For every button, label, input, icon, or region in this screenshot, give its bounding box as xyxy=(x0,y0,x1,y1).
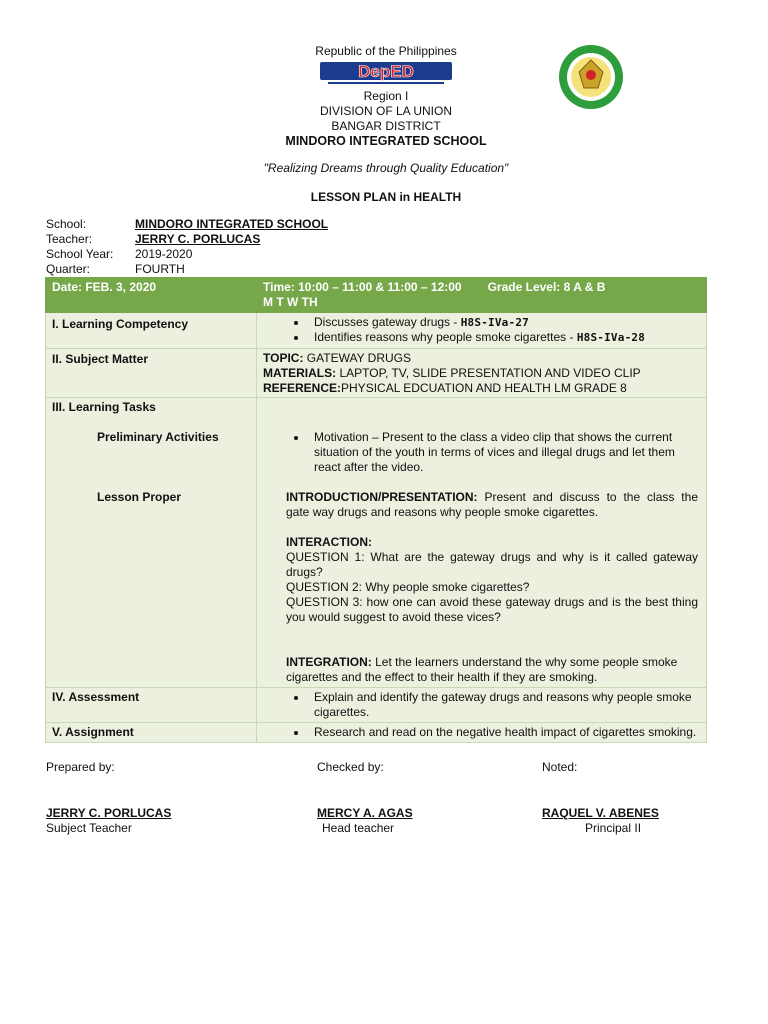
competency-code: H8S-IVa-27 xyxy=(460,316,529,329)
noted-name: RAQUEL V. ABENES xyxy=(542,806,659,820)
proper-label: Lesson Proper xyxy=(97,490,182,504)
question-3: QUESTION 3: how one can avoid these gateway drugs and is the best thing you would suggest to avoid these vices? xyxy=(286,595,698,624)
grade-text: Grade Level: 8 A & B xyxy=(487,280,606,294)
info-quarter-label: Quarter: xyxy=(46,262,91,276)
checked-by-label: Checked by: xyxy=(317,760,384,774)
checked-by-title: Head teacher xyxy=(322,821,395,835)
integration-text: Let the learners understand the why some people smoke cigarettes and the effect to their health if they are smoking. xyxy=(286,655,678,684)
time-text: Time: 10:00 – 11:00 & 11:00 – 12:00 xyxy=(263,280,462,294)
prepared-by-label: Prepared by: xyxy=(46,760,115,774)
region-line: Region I xyxy=(363,89,409,103)
subject-label: II. Subject Matter xyxy=(46,349,257,398)
competency-text: Discusses gateway drugs - xyxy=(314,315,461,329)
topic-value: GATEWAY DRUGS xyxy=(303,351,412,365)
prepared-by-title: Subject Teacher xyxy=(46,821,132,835)
deped-logo-text: DepED xyxy=(358,62,414,81)
noted-title: Principal II xyxy=(585,821,642,835)
school-motto: "Realizing Dreams through Quality Education" xyxy=(263,161,509,175)
materials-label: MATERIALS: xyxy=(263,366,337,380)
materials-value: LAPTOP, TV, SLIDE PRESENTATION AND VIDEO CLIP xyxy=(336,366,641,380)
info-year-value: 2019-2020 xyxy=(135,247,193,261)
republic-line: Republic of the Philippines xyxy=(315,44,457,58)
integration-paragraph xyxy=(263,655,700,685)
district-line: BANGAR DISTRICT xyxy=(331,119,441,133)
info-teacher xyxy=(46,232,260,246)
list-item xyxy=(308,330,700,345)
table-row xyxy=(46,398,707,688)
deped-logo xyxy=(320,62,452,86)
info-teacher-value: JERRY C. PORLUCAS xyxy=(135,232,261,246)
page-title: LESSON PLAN in HEALTH xyxy=(310,190,462,204)
info-school-value: MINDORO INTEGRATED SCHOOL xyxy=(135,217,329,231)
table-row xyxy=(46,688,707,723)
table-row xyxy=(46,723,707,743)
info-school-label: School: xyxy=(46,217,87,231)
competency-label: I. Learning Competency xyxy=(46,313,257,349)
assessment-item: • Explain and identify the gateway drugs and reasons why people smoke cigarettes. xyxy=(308,690,700,720)
school-seal-icon xyxy=(558,44,624,110)
interaction-block xyxy=(263,535,700,625)
intro-label: INTRODUCTION/PRESENTATION: xyxy=(286,490,478,504)
question-1: QUESTION 1: What are the gateway drugs and why is it called gateway drugs? xyxy=(286,550,698,579)
assessment-cell xyxy=(257,688,707,723)
question-2: QUESTION 2: Why people smoke cigarettes? xyxy=(286,580,530,594)
days-text: M T W TH xyxy=(263,295,318,309)
table-row xyxy=(46,349,707,398)
school-name-heading: MINDORO INTEGRATED SCHOOL xyxy=(285,134,487,148)
division-line: DIVISION OF LA UNION xyxy=(319,104,453,118)
assessment-label: IV. Assessment xyxy=(46,688,257,723)
motivation-item: • Motivation – Present to the class a video clip that shows the current situation of the youth in terms of vices and illegal drugs and let them react after the video. xyxy=(308,430,698,475)
competency-cell xyxy=(257,313,707,349)
competency-text: Identifies reasons why people smoke cigarettes - xyxy=(314,330,577,344)
intro-paragraph xyxy=(263,490,700,520)
date-cell xyxy=(46,278,257,313)
intro-text: Present and discuss to the class the gate way drugs and reasons why people smoke cigarettes. xyxy=(286,490,698,519)
list-item xyxy=(308,315,700,330)
info-quarter xyxy=(46,262,185,276)
subject-cell xyxy=(257,349,707,398)
competency-code: H8S-IVa-28 xyxy=(576,331,646,344)
checked-by-name: MERCY A. AGAS xyxy=(317,806,413,820)
assignment-label: V. Assignment xyxy=(46,723,257,743)
noted-label: Noted: xyxy=(542,760,578,774)
tasks-content-cell xyxy=(257,398,707,688)
assignment-cell xyxy=(257,723,707,743)
topic-label: TOPIC: xyxy=(263,351,304,365)
interaction-label: INTERACTION: xyxy=(286,535,372,549)
table-row xyxy=(46,313,707,349)
reference-value: PHYSICAL EDCUATION AND HEALTH LM GRADE 8 xyxy=(341,381,627,395)
info-school xyxy=(46,217,328,231)
date-text: Date: FEB. 3, 2020 xyxy=(52,280,157,294)
integration-label: INTEGRATION: xyxy=(286,655,372,669)
info-year xyxy=(46,247,192,261)
assignment-item: • Research and read on the negative health impact of cigarettes smoking. xyxy=(308,725,700,740)
prelim-label: Preliminary Activities xyxy=(97,430,219,444)
time-grade-cell xyxy=(257,278,707,313)
info-year-label: School Year: xyxy=(46,247,114,261)
info-quarter-value: FOURTH xyxy=(135,262,185,276)
lesson-plan-table xyxy=(45,277,707,743)
tasks-label: III. Learning Tasks xyxy=(52,400,156,414)
reference-label: REFERENCE: xyxy=(263,381,342,395)
info-teacher-label: Teacher: xyxy=(46,232,93,246)
prepared-by-name: JERRY C. PORLUCAS xyxy=(46,806,172,820)
table-header-row xyxy=(46,278,707,313)
tasks-cell xyxy=(46,398,257,688)
